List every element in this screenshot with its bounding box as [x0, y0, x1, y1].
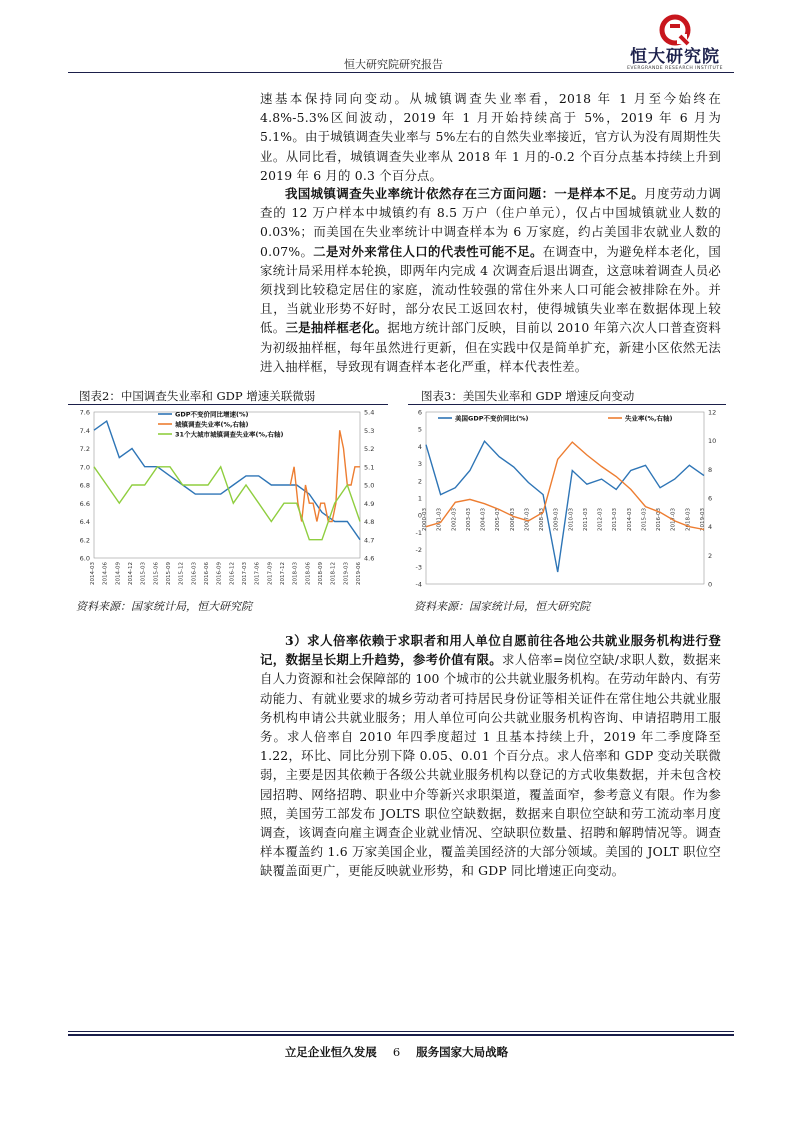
figure3-chart [408, 406, 728, 600]
x-axis-tick: 2016-09 [216, 562, 223, 585]
right-axis-tick: 4.6 [364, 554, 375, 563]
figure2-caption-rule [68, 404, 388, 405]
footer-divider-thick [68, 1034, 734, 1036]
left-axis-tick: 3 [417, 460, 422, 469]
left-axis-tick: -2 [415, 546, 422, 555]
text-sample-rotation: 在调查中，为避免样本老化，国家统计局采用样本轮换，即两年内完成 4 次调查后退出调查，这意味着调查人员必须找到比较稳定居住的家庭，流动性较强的常住外来人口可能会被排除在外。并且，当就业形势不好时，部分农民工返回农村，使得城镇失业率在数据体现上较低。 [260, 243, 721, 336]
logo [616, 14, 734, 78]
right-axis-tick: 4 [708, 523, 713, 532]
left-axis-tick: 5 [417, 425, 422, 434]
x-axis-tick: 2014-03 [90, 562, 96, 585]
heading-sample-insufficient: 我国城镇调查失业率统计依然存在三方面问题：一是样本不足。 [285, 186, 645, 201]
series-line [426, 441, 704, 572]
right-axis-tick: 10 [708, 437, 717, 446]
left-axis-tick: 7.2 [79, 445, 90, 453]
right-axis-tick: 4.9 [364, 499, 375, 508]
x-axis-tick: 2016-12 [229, 562, 236, 585]
footer-slogan-left: 立足企业恒久发展 [284, 1045, 377, 1059]
figure3-source: 资料来源：国家统计局，恒大研究院 [414, 600, 590, 613]
x-axis-tick: 2015-03 [641, 508, 648, 531]
x-axis-tick: 2001-03 [436, 508, 443, 531]
paragraph-survey-problems [260, 184, 721, 376]
right-axis-tick: 4.7 [364, 536, 375, 545]
legend-label: 31个大城市城镇调查失业率(%,右轴) [175, 430, 284, 439]
heading-job-vacancy-ratio: 3）求人倍率依赖于求职者和用人单位自愿前往各地公共就业服务机构进行登记，数据呈长期上升趋势，参考价值有限。 [260, 633, 721, 668]
paragraph-unemployment-trend: 速基本保持同向变动。从城镇调查失业率看，2018 年 1 月至今始终在 4.8%-5.3%区间波动，2019 年 1 月开始持续高于 5%，2019 年 6 月为 5.1%。由于城镇调查失业率与 5%左右的自然失业率接近，官方认为没有周期性失业。从同比看，城镇调查失业率从 2018 年 1 月的-0.2 个百分点基本持续上升到 2019 年 6 月的 0.3 个百分点。 [260, 91, 721, 183]
x-axis-tick: 2016-06 [204, 562, 210, 585]
x-axis-tick: 2018-06 [305, 562, 312, 585]
right-axis-tick: 5.2 [364, 445, 375, 453]
left-axis-tick: -1 [415, 528, 422, 537]
x-axis-tick: 2016-03 [191, 562, 198, 585]
logo-mark-icon [658, 14, 692, 48]
x-axis-tick: 2017-03 [242, 562, 248, 585]
right-axis-tick: 5.1 [364, 463, 375, 472]
logo-subtitle: EVERGRANDE RESEARCH INSTITUTE [627, 66, 723, 71]
figure2-caption: 图表2：中国调查失业率和 GDP 增速关联微弱 [79, 389, 316, 403]
footer-slogan-right: 服务国家大局战略 [416, 1045, 509, 1059]
text-sample-size: 月度劳动力调查的 12 万户样本中城镇约有 8.5 万户（住户单元），仅占中国城镇就业人数的 0.03%；而美国在失业率统计中调查样本为 6 万家庭，约占美国非农就业人数的 0.07%。 [260, 186, 721, 259]
x-axis-tick: 2005-03 [495, 508, 502, 531]
left-axis-tick: -4 [415, 580, 422, 589]
left-axis-tick: 6.0 [79, 554, 90, 563]
x-axis-tick: 2015-06 [153, 562, 160, 585]
x-axis-tick: 2011-03 [582, 508, 589, 531]
footer-divider-thin [68, 1031, 734, 1032]
x-axis-tick: 2017-12 [280, 562, 286, 585]
paragraph-job-vacancy-ratio [260, 631, 721, 881]
x-axis-tick: 2017-06 [254, 562, 261, 585]
figure2-chart [68, 406, 390, 600]
x-axis-tick: 2004-03 [480, 508, 487, 531]
x-axis-tick: 2016-03 [656, 508, 663, 531]
figure3-caption-rule [408, 404, 726, 405]
x-axis-tick: 2018-03 [685, 508, 692, 531]
series-line [94, 421, 360, 540]
header-divider [68, 72, 734, 73]
figure3-caption: 图表3：美国失业率和 GDP 增速反向变动 [421, 389, 635, 403]
x-axis-tick: 2013-03 [612, 508, 619, 531]
left-axis-tick: 7.6 [79, 408, 90, 417]
x-axis-tick: 2019-06 [356, 562, 362, 585]
legend-label: 失业率(%,右轴) [625, 414, 673, 423]
legend-label: 美国GDP不变价同比(%) [455, 414, 529, 423]
right-axis-tick: 2 [708, 551, 713, 560]
x-axis-tick: 2009-03 [553, 508, 560, 531]
right-axis-tick: 6 [708, 494, 713, 503]
x-axis-tick: 2014-12 [128, 562, 134, 585]
left-axis-tick: 6.2 [79, 536, 90, 545]
x-axis-tick: 2002-03 [451, 508, 458, 531]
x-axis-tick: 2007-03 [524, 508, 531, 531]
right-axis-tick: 8 [708, 465, 713, 474]
x-axis-tick: 2015-03 [140, 562, 147, 585]
left-axis-tick: 7.0 [79, 463, 90, 472]
left-axis-tick: 0 [417, 511, 422, 520]
left-axis-tick: 6.8 [79, 481, 90, 490]
x-axis-tick: 2017-09 [267, 562, 274, 585]
left-axis-tick: 6.6 [79, 499, 90, 508]
right-axis-tick: 5.0 [364, 481, 375, 490]
right-axis-tick: 5.4 [364, 408, 375, 417]
legend-label: 城镇调查失业率(%,右轴) [175, 420, 249, 429]
x-axis-tick: 2014-03 [626, 508, 633, 531]
us-unemployment-gdp-chart [408, 406, 728, 596]
figure2-source: 资料来源：国家统计局，恒大研究院 [76, 600, 252, 613]
series-line [290, 430, 360, 521]
x-axis-tick: 2015-09 [166, 562, 172, 585]
heading-sampling-frame: 三是抽样框老化。 [285, 320, 388, 336]
left-axis-tick: 6.4 [79, 518, 90, 526]
right-axis-tick: 5.3 [364, 426, 375, 435]
left-axis-tick: 1 [417, 494, 422, 503]
x-axis-tick: 2018-09 [318, 562, 324, 585]
china-unemployment-gdp-chart [68, 406, 390, 596]
right-axis-tick: 4.8 [364, 518, 375, 526]
x-axis-tick: 2015-12 [178, 562, 185, 585]
x-axis-tick: 2018-03 [292, 562, 299, 585]
x-axis-tick: 2017-03 [670, 508, 677, 531]
logo-text: 恒大研究院 [630, 47, 720, 67]
left-axis-tick: 4 [417, 442, 422, 451]
x-axis-tick: 2012-03 [597, 508, 604, 531]
plot-area [426, 412, 704, 584]
x-axis-tick: 2019-03 [700, 508, 706, 531]
legend-label: GDP不变价同比增速(%) [175, 410, 249, 419]
text-job-vacancy-ratio: 求人倍率=岗位空缺/求职人数，数据来自人力资源和社会保障部的 100 个城市的公共就业服务机构。在劳动年龄内、有劳动能力、有就业要求的城乡劳动者可持居民身份证等相关证件在常住地公共就业服务机构申请公共就业服务；用人单位可向公共就业服务机构咨询、申请招聘用工服务。求人倍率自 2010 年四季度超过 1 且基本持续上升，2019 年二季度降至 1.22，环比、同比分别下降 0.05、0.01 个百分点。求人倍率和 GDP 变动关联微弱，主要是因其依赖于各级公共就业服务机构以登记的方式收集数据，并未包含校园招聘、网络招聘、职业中介等新兴求职渠道，覆盖面窄，参考意义有限。作为参照，美国劳工部发布 JOLTS 职位空缺数据，数据来自职位空缺和劳工流动率月度调查，该调查向雇主调查企业就业情况、空缺职位数量、招聘和解聘情况等。调查样本覆盖约 1.6 万家美国企业，覆盖美国经济的大部分领域。美国的 JOLT 职位空缺覆盖面更广，更能反映就业形势，和 GDP 同比增速正向变动。 [260, 652, 721, 879]
x-axis-tick: 2003-03 [465, 508, 472, 531]
footer [0, 1044, 793, 1060]
left-axis-tick: 2 [417, 477, 422, 486]
x-axis-tick: 2000-03 [422, 508, 428, 531]
report-header-title: 恒大研究院研究报告 [344, 58, 443, 71]
x-axis-tick: 2008-03 [539, 508, 546, 531]
text-sampling-frame: 据地方统计部门反映，目前以 2010 年第六次人口普查资料为初级抽样框，每年虽然进行更新，但在实践中仅是简单扩充，新建小区依然无法进入抽样框，导致现有调查样本老化严重，样本代表性差。 [260, 320, 721, 374]
x-axis-tick: 2018-12 [330, 562, 337, 585]
heading-representativeness: 二是对外来常住人口的代表性可能不足。 [313, 243, 543, 259]
left-axis-tick: 6 [417, 408, 422, 417]
x-axis-tick: 2010-03 [568, 508, 575, 531]
left-axis-tick: -3 [415, 563, 422, 572]
x-axis-tick: 2019-03 [343, 562, 350, 585]
right-axis-tick: 0 [708, 580, 713, 589]
x-axis-tick: 2014-06 [102, 562, 109, 585]
x-axis-tick: 2006-03 [509, 508, 516, 531]
right-axis-tick: 12 [708, 408, 717, 417]
left-axis-tick: 7.4 [79, 426, 90, 435]
page-number: 6 [392, 1045, 401, 1059]
x-axis-tick: 2014-09 [115, 562, 122, 585]
